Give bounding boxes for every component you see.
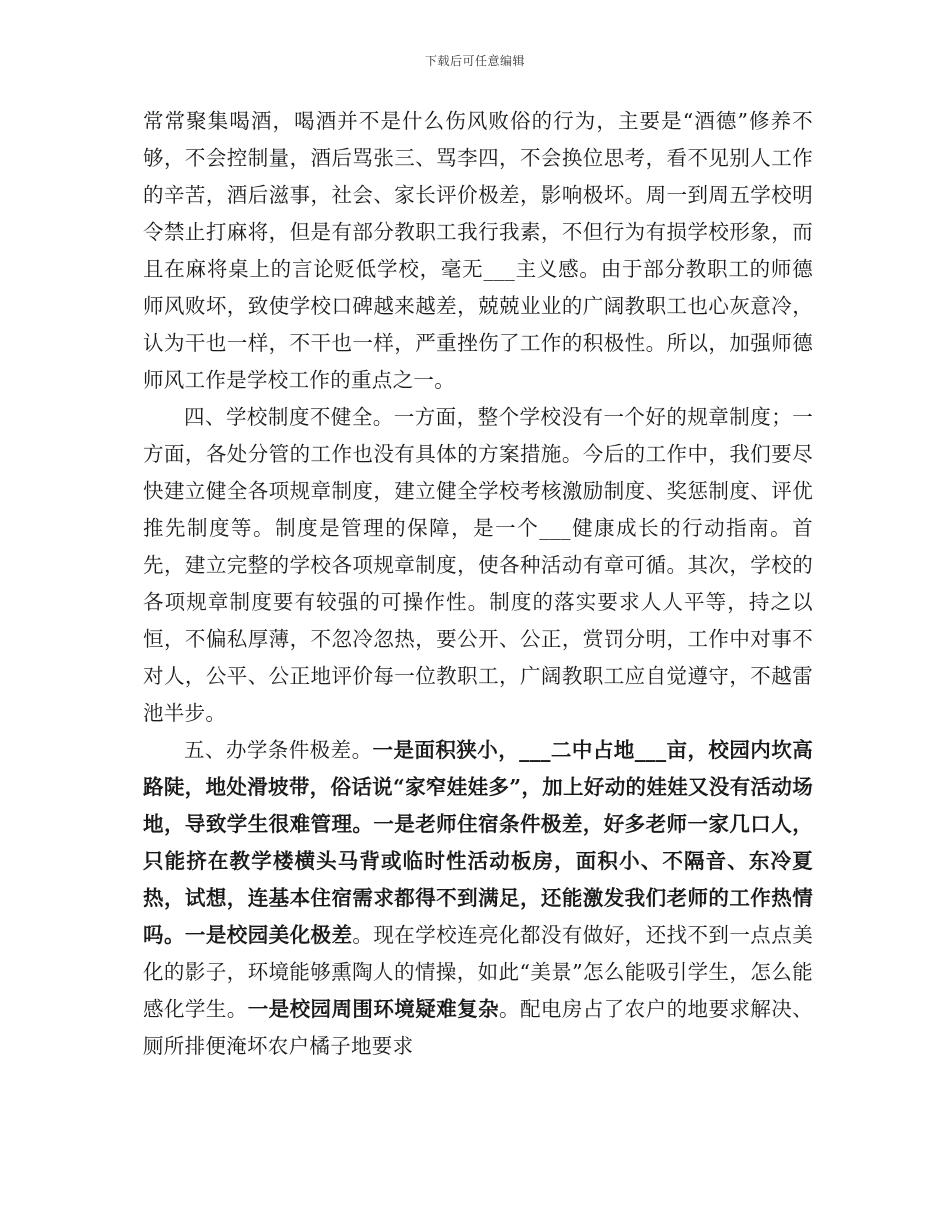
paragraph-1 xyxy=(143,103,813,399)
paragraph-2 xyxy=(143,399,813,732)
page-header: 下载后可任意编辑 xyxy=(424,54,525,68)
paragraph-2-text: 四、学校制度不健全。一方面，整个学校没有一个好的规章制度；一方面，各处分管的工作也没有具体的方案措施。今后的工作中，我们要尽快建立健全各项规章制度，建立健全学校考核激励制度、奖惩制度、评优推先制度等。制度是管理的保障，是一个___健康成长的行动指南。首先，建立完整的学校各项规章制度，使各种活动有章可循。其次，学校的各项规章制度要有较强的可操作性。制度的落实要求人人平等，持之以恒，不偏私厚薄，不忽冷忽热，要公开、公正，赏罚分明，工作中对事不对人，公平、公正地评价每一位教职工，广阔教职工应自觉遵守，不越雷池半步。 xyxy=(143,405,813,725)
paragraph-3-run-2-bold: 一是面积狭小，___二中占地___亩，校园内坎高路陡，地处滑坡带，俗话说“家窄娃娃多”，加上好动的娃娃又没有活动场地，导致学生很难管理。一是老师住宿条件极差，好多老师一家几口人，只能挤在教学楼横头马背或临时性活动板房，面积小、不隔音、东冷夏热，试想，连基本住宿需求都得不到满足，还能激发我们老师的工作热情吗。一是校园美化极差 xyxy=(143,738,813,947)
document-body xyxy=(143,103,813,1065)
paragraph-3-run-3: 。现在学校连亮化都没有做好，还找不到一点点美化的影子，环境能够熏陶人的情操，如此“美景”怎么能吸引学生，怎么能感化学生。 xyxy=(143,923,813,1021)
paragraph-3-run-1: 五、办学条件极差。 xyxy=(184,738,373,762)
paragraph-3-run-5: 。配电房占了农户的地要求解决、厕所排便淹坏农户橘子地要求 xyxy=(143,997,814,1058)
paragraph-3-run-4-bold: 一是校园周围环境疑难复杂 xyxy=(247,997,500,1021)
paragraph-1-text: 常常聚集喝酒，喝酒并不是什么伤风败俗的行为，主要是“酒德”修养不够，不会控制量，酒后骂张三、骂李四，不会换位思考，看不见别人工作的辛苦，酒后滋事，社会、家长评价极差，影响极坏。周一到周五学校明令禁止打麻将，但是有部分教职工我行我素，不但行为有损学校形象，而且在麻将桌上的言论贬低学校，毫无___主义感。由于部分教职工的师德师风败坏，致使学校口碑越来越差，兢兢业业的广阔教职工也心灰意冷，认为干也一样，不干也一样，严重挫伤了工作的积极性。所以，加强师德师风工作是学校工作的重点之一。 xyxy=(143,109,813,392)
paragraph-3 xyxy=(143,732,813,1065)
